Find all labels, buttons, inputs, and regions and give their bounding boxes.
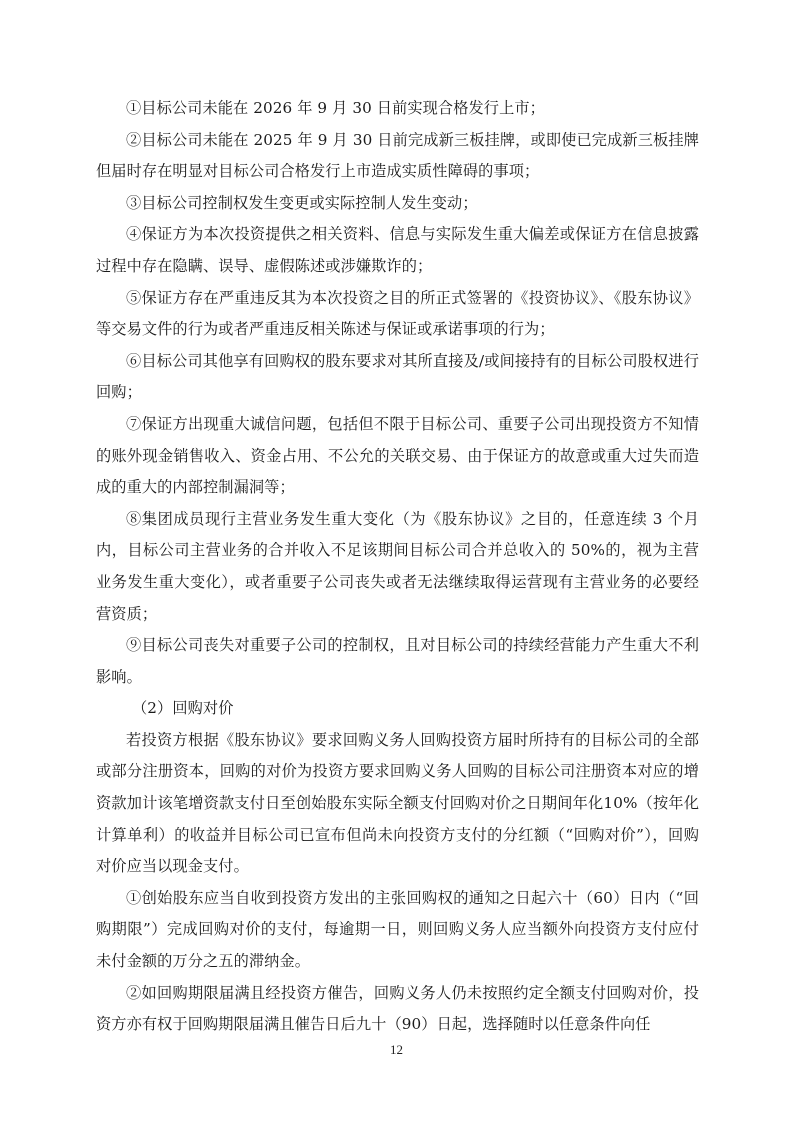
paragraph-clause-2: ②目标公司未能在 2025 年 9 月 30 日前完成新三板挂牌，或即使已完成新三板挂牌但届时存在明显对目标公司合格发行上市造成实质性障碍的事项； (96, 130, 699, 181)
paragraph-repurchase-price: 若投资方根据《股东协议》要求回购义务人回购投资方届时所持有的目标公司的全部或部分注册资本，回购的对价为投资方要求回购义务人回购的目标公司注册资本对应的增资款加计该笔增资款支付日至创始股东实际全额支付回购对价之日期间年化10%（按年化计算单利）的收益并目标公司已宣布但尚未向投资方支付的分红额（“回购对价”），回购对价应当以现金支付。 (96, 730, 699, 876)
paragraph-clause-3: ③目标公司控制权发生变更或实际控制人发生变动； (126, 193, 478, 212)
paragraph-clause-4: ④保证方为本次投资提供之相关资料、信息与实际发生重大偏差或保证方在信息披露过程中存在隐瞒、误导、虚假陈述或涉嫌欺诈的； (96, 225, 699, 275)
page-number: 12 (390, 1042, 403, 1057)
paragraph-clause-5: ⑤保证方存在严重违反其为本次投资之目的所正式签署的《投资协议》、《股东协议》等交易文件的行为或者严重违反相关陈述与保证或承诺事项的行为； (96, 288, 699, 339)
paragraph-clause-9: ⑨目标公司丧失对重要子公司的控制权，且对目标公司的持续经营能力产生重大不利影响。 (96, 636, 699, 686)
paragraph-payment-deadline: ①创始股东应当自收到投资方发出的主张回购权的通知之日起六十（60）日内（“回购期限”）完成回购对价的支付，每逾期一日，则回购义务人应当额外向投资方支付应付未付金额的万分之五的滞纳金。 (96, 888, 699, 971)
paragraph-clause-8: ⑧集团成员现行主营业务发生重大变化（为《股东协议》之目的，任意连续 3 个月内，目标公司主营业务的合并收入不足该期间目标公司合并总收入的 50%的，视为主营业务发生重大变化），或者重要子公司丧失或者无法继续取得运营现有主营业务的必要经营资质； (96, 509, 699, 623)
section-heading-repurchase-price: （2）回购对价 (132, 699, 234, 718)
paragraph-clause-6: ⑥目标公司其他享有回购权的股东要求对其所直接及/或间接持有的目标公司股权进行回购； (96, 351, 699, 402)
document-body (96, 93, 699, 1041)
paragraph-clause-7: ⑦保证方出现重大诚信问题，包括但不限于目标公司、重要子公司出现投资方不知情的账外现金销售收入、资金占用、不公允的关联交易、由于保证方的故意或重大过失而造成的重大的内部控制漏洞等； (96, 414, 699, 497)
paragraph-overdue-remedy: ②如回购期限届满且经投资方催告，回购义务人仍未按照约定全额支付回购对价，投资方亦有权于回购期限届满且催告日后九十（90）日起，选择随时以任意条件向任 (96, 983, 699, 1034)
paragraph-clause-1: ①目标公司未能在 2026 年 9 月 30 日前实现合格发行上市； (126, 99, 545, 117)
